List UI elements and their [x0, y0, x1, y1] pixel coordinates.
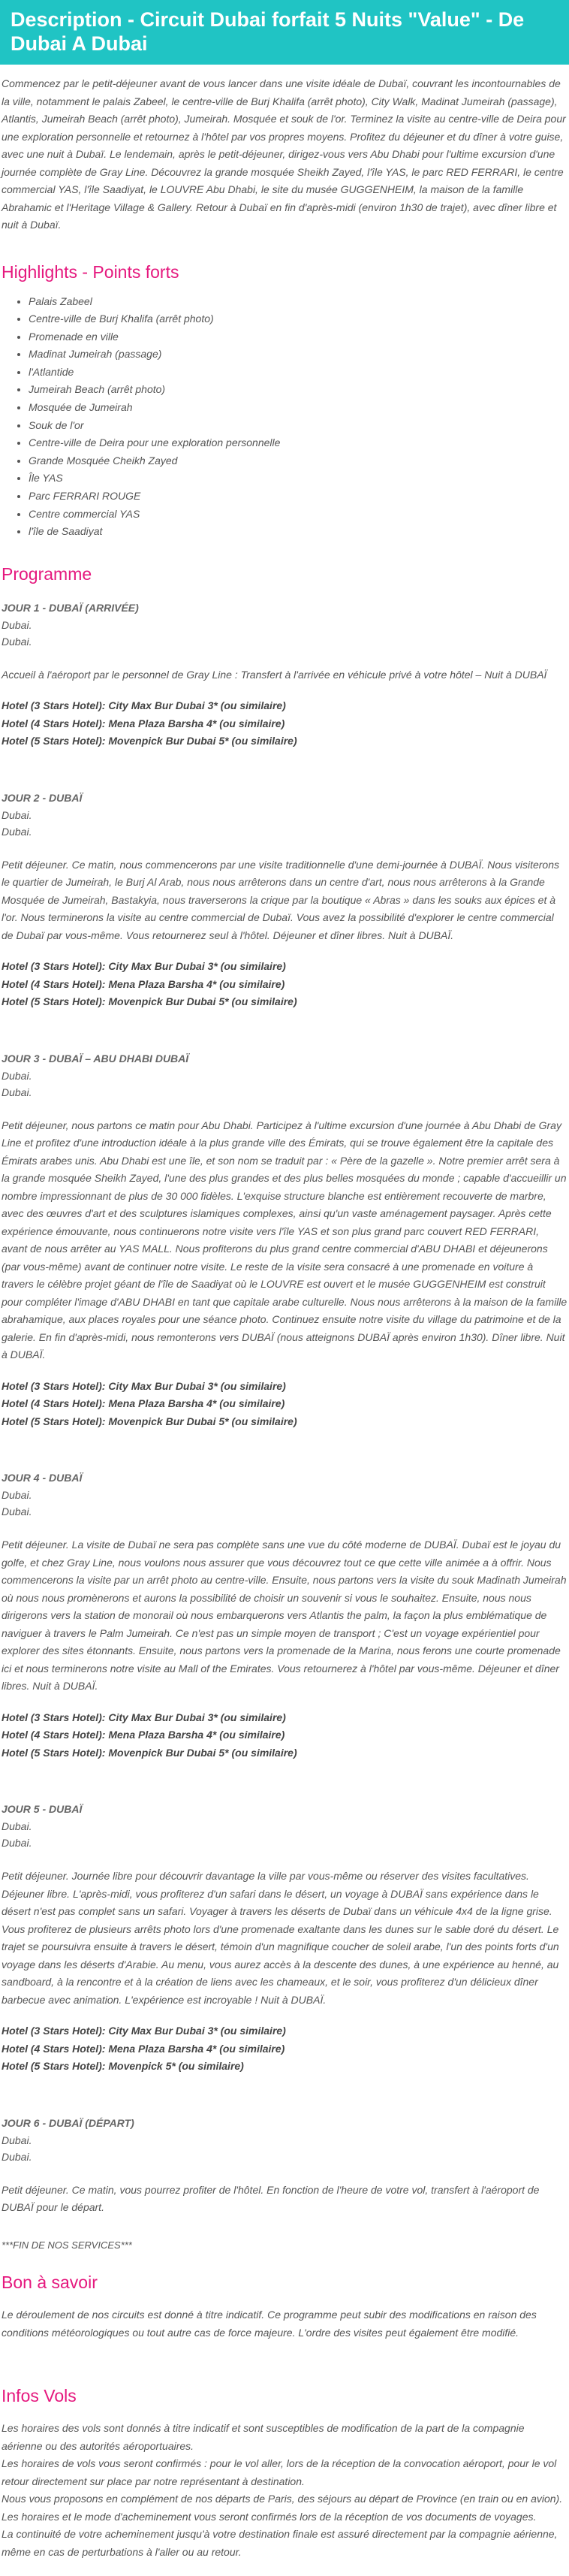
infos-vols-line: Les horaires des vols sont donnés à titre indicatif et sont susceptibles de modification de la part de la compagnie aérienne ou des autorités aéroportuaires. — [2, 2422, 525, 2452]
hotel-3-stars: Hotel (3 Stars Hotel): City Max Bur Dubai 3* (ou similaire) — [2, 1711, 286, 1723]
highlight-item: • Madinat Jumeirah (passage) — [29, 346, 569, 364]
day-location: Dubai. — [2, 1069, 32, 1082]
day-title: JOUR 4 - DUBAÏ — [2, 1472, 83, 1484]
highlight-item: • Centre-ville de Deira pour une exploration personnelle — [29, 434, 569, 452]
day-location: Dubai. — [2, 2150, 32, 2163]
hotel-5-stars: Hotel (5 Stars Hotel): Movenpick Bur Dubai 5* (ou similaire) — [2, 1746, 297, 1759]
day-description: Petit déjeuner. Journée libre pour découvrir davantage la ville par vous-même ou réserver des visites facultatives. Déjeuner libre. L'après-midi, vous profiterez d'un safari dans le désert, un voyage à DUBAÏ sans expérience dans le désert n'est pas complet sans un safari. Voyager à travers les déserts de Dubaï dans un véhicule 4x4 de la ligne grise. Vous profiterez de plusieurs arrêts photo lors d'une promenade exaltante dans les dunes sur le sable doré du désert. Le trajet se poursuivra ensuite à travers le désert, témoin d'un magnifique coucher de soleil arabe, l'un des points forts d'un voyage dans les déserts d'Arabie. Au menu, vous aurez accès à la descente des dunes, à une expérience au henné, au sandboard, à la rencontre et à la création de liens avec les chameaux, et le soir, vous profiterez d'un délicieux dîner barbecue avec animation. L'expérience est incroyable ! Nuit à DUBAÏ. — [2, 1870, 559, 2006]
day-3 — [0, 1050, 569, 1431]
highlight-item: • Jumeirah Beach (arrêt photo) — [29, 381, 569, 399]
highlight-item: • Centre commercial YAS — [29, 506, 569, 524]
day-title: JOUR 1 - DUBAÏ (ARRIVÉE) — [2, 601, 139, 614]
hotel-5-stars: Hotel (5 Stars Hotel): Movenpick Bur Dubai 5* (ou similaire) — [2, 735, 297, 747]
day-location: Dubai. — [2, 635, 32, 648]
day-location: Dubai. — [2, 1505, 32, 1518]
hotel-5-stars: Hotel (5 Stars Hotel): Movenpick Bur Dubai 5* (ou similaire) — [2, 995, 297, 1008]
hotel-5-stars: Hotel (5 Stars Hotel): Movenpick 5* (ou similaire) — [2, 2060, 244, 2073]
hotel-3-stars: Hotel (3 Stars Hotel): City Max Bur Dubai 3* (ou similaire) — [2, 699, 286, 712]
day-1 — [0, 599, 569, 750]
intro-paragraph: Commencez par le petit-déjeuner avant de vous lancer dans une visite idéale de Dubaï, couvrant les incontournables de la ville, notamment le palais Zabeel, le centre-ville de Burj Khalifa (arrêt photo), City Walk, Madinat Jumeirah (passage), Atlantis, Jumeirah Beach (arrêt photo), Jumeirah. Mosquée et souk de l'or. Terminez la visite au centre-ville de Deira pour une exploration personnelle et retournez à l'hôtel par vos propres moyens. Profitez du déjeuner et du dîner à votre guise, avec une nuit à Dubaï. Le lendemain, après le petit-déjeuner, dirigez-vous vers Abu Dhabi pour l'ultime excursion d'une journée complète de Gray Line. Découvrez la grande mosquée Sheikh Zayed, l'île YAS, le parc RED FERRARI, le centre commercial YAS, l'île Saadiyat, le LOUVRE Abu Dhabi, le site du musée GUGGENHEIM, la maison de la famille Abrahamic et l'Heritage Village & Gallery. Retour à Dubaï en fin d'après-midi (environ 1h30 de trajet), avec dîner libre et nuit à Dubaï. — [2, 77, 566, 231]
hotel-3-stars: Hotel (3 Stars Hotel): City Max Bur Dubai 3* (ou similaire) — [2, 960, 286, 973]
day-6 — [0, 2115, 569, 2217]
day-description: Accueil à l'aéroport par le personnel de Gray Line : Transfert à l'arrivée en véhicule privé à votre hôtel – Nuit à DUBAÏ — [2, 668, 547, 681]
infos-vols-line: La continuité de votre acheminement jusqu'à votre destination finale est assuré directement par la compagnie aérienne, même en cas de perturbations à l'aller ou au retour. — [2, 2528, 558, 2558]
day-location: Dubai. — [2, 808, 32, 821]
hotel-3-stars: Hotel (3 Stars Hotel): City Max Bur Dubai 3* (ou similaire) — [2, 1379, 286, 1392]
programme-heading: Programme — [2, 563, 92, 584]
infos-vols-heading: Infos Vols — [2, 2386, 77, 2406]
highlights-list — [0, 293, 569, 541]
day-5 — [0, 1801, 569, 2076]
day-hotels — [0, 697, 569, 750]
day-title: JOUR 6 - DUBAÏ (DÉPART) — [2, 2116, 134, 2129]
hotel-4-stars: Hotel (4 Stars Hotel): Mena Plaza Barsha 4* (ou similaire) — [2, 1397, 285, 1410]
highlight-item: • Souk de l'or — [29, 417, 569, 435]
hotel-4-stars: Hotel (4 Stars Hotel): Mena Plaza Barsha 4* (ou similaire) — [2, 1729, 285, 1741]
highlight-item: • l'île de Saadiyat — [29, 523, 569, 541]
day-4 — [0, 1469, 569, 1762]
day-title: JOUR 2 - DUBAÏ — [2, 791, 83, 804]
day-hotels — [0, 1378, 569, 1431]
highlight-item: • Grande Mosquée Cheikh Zayed — [29, 452, 569, 470]
highlight-item: • Palais Zabeel — [29, 293, 569, 311]
day-description: Petit déjeuner. Ce matin, nous commencerons par une visite traditionnelle d'une demi-journée à DUBAÏ. Nous visiterons le quartier de Jumeirah, le Burj Al Arab, nous nous arrêterons dans un centre d'art, nous nous arrêterons à la Grande Mosquée de Jumeirah, Bastakyia, nous traverserons la crique par la boutique « Abras » dans les souks aux épices et à l'or. Nous terminerons la visite au centre commercial de Dubaï. Vous avez la possibilité d'explorer le centre commercial de Dubaï par vous-même. Vous retournerez seul à l'hôtel. Déjeuner et dîner libres. Nuit à DUBAÏ. — [2, 858, 559, 941]
hotel-3-stars: Hotel (3 Stars Hotel): City Max Bur Dubai 3* (ou similaire) — [2, 2025, 286, 2037]
day-location: Dubai. — [2, 1489, 32, 1502]
infos-vols-line: Les horaires de vols vous seront confirmés : pour le vol aller, lors de la réception de la convocation aéroport, pour le vol retour directement sur place par notre représentant à destination. — [2, 2457, 557, 2487]
hotel-4-stars: Hotel (4 Stars Hotel): Mena Plaza Barsha 4* (ou similaire) — [2, 2042, 285, 2055]
highlights-heading: Highlights - Points forts — [2, 261, 179, 282]
day-description: Petit déjeuner. La visite de Dubaï ne sera pas complète sans une vue du côté moderne de DUBAÏ. Dubaï est le joyau du golfe, et chez Gray Line, nous voulons nous assurer que vous découvrez tout ce que cette ville animée a à offrir. Nous commencerons la visite par un arrêt photo au centre-ville. Ensuite, nous partons vers la visite du souk Madinath Jumeirah où nous nous promènerons et aurons la possibilité de choisir un souvenir si vous le souhaitez. Ensuite, nous nous dirigerons vers la station de monorail où nous embarquerons vers Atlantis the palm, la façon la plus emblématique de naviguer à travers le Palm Jumeirah. Ce n'est pas un simple moyen de transport ; C'est un voyage expérientiel pour explorer des sites étonnants. Ensuite, nous partons vers la promenade de la Marina, nous ferons une courte promenade ici et nous terminerons notre visite au Mall of the Emirates. Vous retournerez à l'hôtel par vous-même. Déjeuner et dîner libres. Nuit à DUBAÏ. — [2, 1539, 567, 1693]
day-location: Dubai. — [2, 1820, 32, 1833]
hotel-4-stars: Hotel (4 Stars Hotel): Mena Plaza Barsha 4* (ou similaire) — [2, 717, 285, 729]
day-location: Dubai. — [2, 1837, 32, 1850]
hotel-5-stars: Hotel (5 Stars Hotel): Movenpick Bur Dubai 5* (ou similaire) — [2, 1415, 297, 1427]
hotel-4-stars: Hotel (4 Stars Hotel): Mena Plaza Barsha 4* (ou similaire) — [2, 977, 285, 990]
day-title: JOUR 3 - DUBAÏ – ABU DHABI DUBAÏ — [2, 1052, 189, 1065]
day-location: Dubai. — [2, 825, 32, 838]
highlight-item: • Promenade en ville — [29, 328, 569, 346]
day-description: Petit déjeuner. Ce matin, vous pourrez profiter de l'hôtel. En fonction de l'heure de votre vol, transfert à l'aéroport de DUBAÏ pour le départ. — [2, 2183, 540, 2214]
day-location: Dubai. — [2, 1086, 32, 1098]
bon-a-savoir-heading: Bon à savoir — [2, 2272, 98, 2293]
infos-vols-line: Les horaires et le mode d'acheminement vous seront confirmés lors de la réception de vos documents de voyages. — [2, 2510, 537, 2523]
day-location: Dubai. — [2, 618, 32, 631]
highlight-item: • l'Atlantide — [29, 364, 569, 382]
day-2 — [0, 790, 569, 1011]
highlight-item: • Île YAS — [29, 470, 569, 488]
bon-a-savoir-text: Le déroulement de nos circuits est donné à titre indicatif. Ce programme peut subir des modifications en raison des conditions météorologiques ou tout autre cas de force majeure. L'ordre des visites peut également être modifié. — [2, 2309, 537, 2339]
highlight-item: • Centre-ville de Burj Khalifa (arrêt photo) — [29, 310, 569, 328]
day-hotels — [0, 1709, 569, 1762]
infos-vols-text — [0, 2420, 569, 2561]
day-title: JOUR 5 - DUBAÏ — [2, 1803, 83, 1816]
day-hotels — [0, 958, 569, 1011]
highlight-item: • Mosquée de Jumeirah — [29, 399, 569, 417]
page-title: Description - Circuit Dubai forfait 5 Nuits "Value" - De Dubai A Dubai — [0, 0, 569, 65]
day-hotels — [0, 2022, 569, 2076]
infos-vols-line: Nous vous proposons en complément de nos départs de Paris, des séjours au départ de Province (en train ou en avion). — [2, 2493, 563, 2505]
day-description: Petit déjeuner, nous partons ce matin pour Abu Dhabi. Participez à l'ultime excursion d'une journée à Abu Dhabi de Gray Line et profitez d'une introduction idéale à la plus grande ville des Émirats, qui se trouve également être la capitale des Émirats arabes unis. Abu Dhabi est une île, et son nom se traduit par : « Père de la gazelle ». Notre premier arrêt sera à la grande mosquée Sheikh Zayed, l'une des plus grandes et des plus belles mosquées du monde ; capable d'accueillir un nombre impressionnant de plus de 30 000 fidèles. L'exquise structure blanche est entièrement recouverte de marbre, avec des œuvres d'art et des sculptures islamiques complexes, ainsi qu'un vaste aménagement paysager. Après cette expérience émouvante, nous continuerons notre visite vers l'île YAS et son plus grand parc couvert RED FERRARI, avant de nous arrêter au YAS MALL. Nous profiterons du plus grand centre commercial d'ABU DHABI et déjeunerons (par vous-même) avant de continuer notre visite. Le reste de la visite sera consacré à une promenade en voiture à travers le célèbre projet géant de l'île de Saadiyat où le LOUVRE est ouvert et le musée GUGGENHEIM est construit pour compléter l'image d'ABU DHABI en tant que capitale arabe culturelle. Nous nous arrêterons à la maison de la famille abrahamique, aux places royales pour une séance photo. Continuez ensuite notre visite du village du patrimoine et de la galerie. En fin d'après-midi, nous remonterons vers DUBAÏ (nous atteignons DUBAÏ après environ 1h30). Dîner libre. Nuit à DUBAÏ. — [2, 1119, 567, 1361]
highlight-item: • Parc FERRARI ROUGE — [29, 488, 569, 506]
end-of-services: ***FIN DE NOS SERVICES*** — [2, 2239, 132, 2251]
day-location: Dubai. — [2, 2134, 32, 2146]
